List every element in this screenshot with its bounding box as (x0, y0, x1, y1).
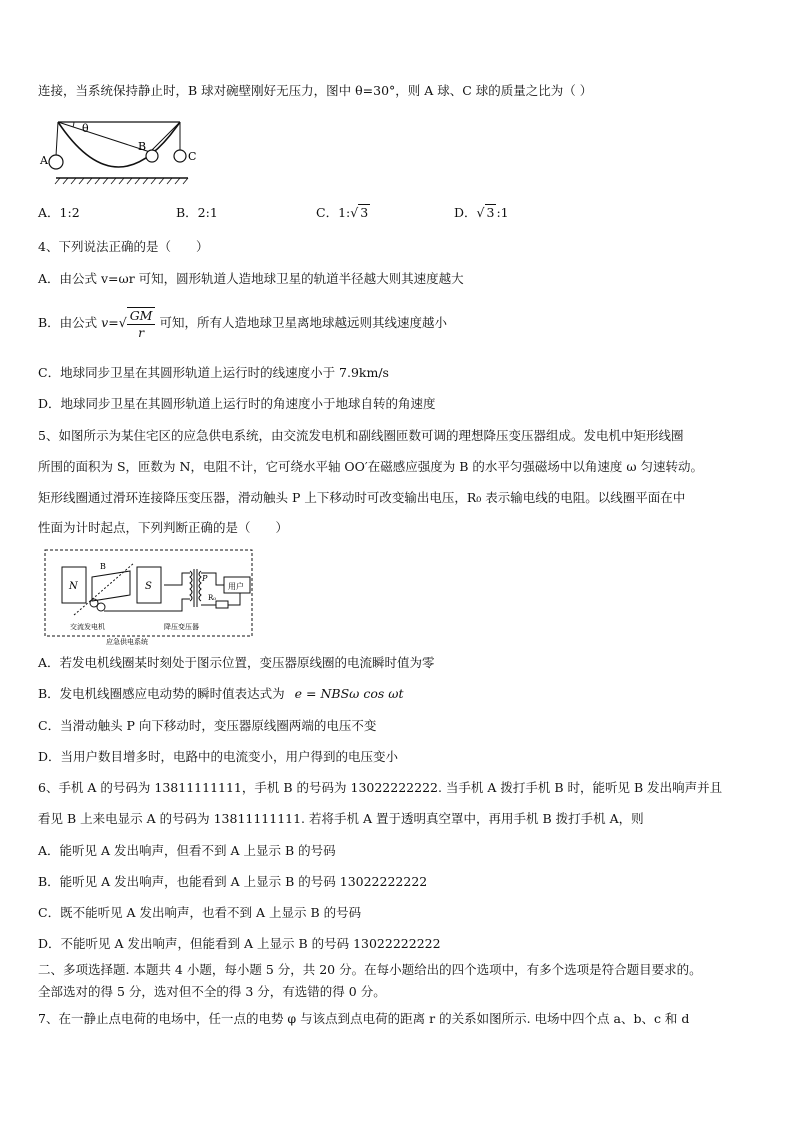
q3-option-c[interactable]: C．1:√ 3 (316, 205, 369, 220)
figure-caption: 应急供电系统 (106, 638, 148, 645)
q5-option-c[interactable]: C．当滑动触头 P 向下移动时，变压器原线圈两端的电压不变 (38, 718, 377, 733)
q3-options (38, 203, 598, 221)
r-denominator: r (138, 324, 145, 340)
q5-line1: 5、如图所示为某住宅区的应急供电系统，由交流发电机和副线圈匝数可调的理想降压变压器组成。发电机中矩形线圈 (38, 428, 684, 443)
q4-option-d[interactable]: D．地球同步卫星在其圆形轨道上运行时的角速度小于地球自转的角速度 (38, 396, 436, 411)
magnet-s-label: S (145, 581, 152, 592)
q3-option-d-radicand: 3 (486, 205, 495, 220)
q6-option-b[interactable]: B．能听见 A 发出响声，也能看到 A 上显示 B 的号码 13022222222 (38, 874, 428, 889)
q5-option-d[interactable]: D．当用户数目增多时，电路中的电流变小，用户得到的电压变小 (38, 749, 399, 764)
q3-stem: 连接，当系统保持静止时，B 球对碗壁刚好无压力，图中 θ=30°，则 A 球、C 球的质量之比为（ ） (38, 83, 593, 98)
generator-label: 交流发电机 (70, 623, 105, 631)
field-b-label: B (100, 562, 106, 571)
magnet-n-label: N (69, 581, 78, 592)
slider-p-label: P (202, 574, 208, 583)
theta-label: θ (82, 122, 89, 135)
q3-option-d[interactable]: D．√ 3 :1 (454, 205, 509, 220)
q6-option-c[interactable]: C．既不能听见 A 发出响声，也看不到 A 上显示 B 的号码 (38, 905, 362, 920)
q5-line3: 矩形线圈通过滑环连接降压变压器，滑动触头 P 上下移动时可改变输出电压，R₀ 表示输电线的电阻。以线圈平面在中 (38, 490, 686, 505)
q6-line2: 看见 B 上来电显示 A 的号码为 13811111111. 若将手机 A 置于透明真空罩中，再用手机 B 拨打手机 A，则 (38, 811, 644, 826)
q5-option-a[interactable]: A．若发电机线圈某时刻处于图示位置，变压器原线圈的电流瞬时值为零 (38, 655, 435, 670)
section2-line1: 二、多项选择题. 本题共 4 小题，每小题 5 分，共 20 分。在每小题给出的四个选项中，有多个选项是符合题目要求的。 (38, 962, 702, 977)
q7-line1: 7、在一静止点电荷的电场中，任一点的电势 φ 与该点到点电荷的距离 r 的关系如图所示. 电场中四个点 a、b、c 和 d (38, 1011, 690, 1026)
q4-option-a[interactable]: A．由公式 v=ωr 可知，圆形轨道人造地球卫星的轨道半径越大则其速度越大 (38, 271, 464, 286)
user-label: 用户 (228, 582, 244, 591)
gm-numerator: GM (127, 308, 156, 325)
q3-option-a[interactable]: A．1:2 (38, 205, 80, 220)
q4-stem: 4、下列说法正确的是（ ） (38, 239, 209, 254)
q3-option-b[interactable]: B．2:1 (176, 205, 218, 220)
label-a: A (40, 154, 48, 167)
label-c: C (188, 150, 197, 163)
r0-label: R₀ (208, 594, 217, 602)
transformer-label: 降压变压器 (164, 623, 199, 631)
q6-option-d[interactable]: D．不能听见 A 发出响声，但能看到 A 上显示 B 的号码 13022222222 (38, 936, 441, 951)
q3-option-c-radicand: 3 (360, 205, 369, 220)
q5-line4: 性面为计时起点，下列判断正确的是（ ） (38, 520, 289, 535)
label-b: B (138, 140, 147, 153)
q6-line1: 6、手机 A 的号码为 13811111111，手机 B 的号码为 13022222222. 当手机 A 拨打手机 B 时，能听见 B 发出响声并且 (38, 780, 723, 795)
emf-formula: e = NBSω cos ωt (294, 686, 404, 701)
bowl-figure (38, 112, 198, 188)
section2-line2: 全部选对的得 5 分，选对但不全的得 3 分，有选错的得 0 分。 (38, 984, 386, 999)
q6-option-a[interactable]: A．能听见 A 发出响声，但看不到 A 上显示 B 的号码 (38, 843, 336, 858)
q5-option-b[interactable]: B．发电机线圈感应电动势的瞬时值表达式为 e = NBSω cos ωt (38, 686, 404, 701)
q4-option-c[interactable]: C．地球同步卫星在其圆形轨道上运行时的线速度小于 7.9km/s (38, 365, 389, 380)
emergency-power-figure (44, 549, 254, 645)
q5-line2: 所围的面积为 S，匝数为 N，电阻不计，它可绕水平轴 OO′在磁感应强度为 B 的水平匀强磁场中以角速度 ω 匀速转动。 (38, 459, 704, 474)
q4-option-b[interactable]: B．由公式 v=√ $\frac{GM}{r}$ 可知，所有人造地球卫星离地球越远则其线速度越小 (38, 307, 447, 340)
